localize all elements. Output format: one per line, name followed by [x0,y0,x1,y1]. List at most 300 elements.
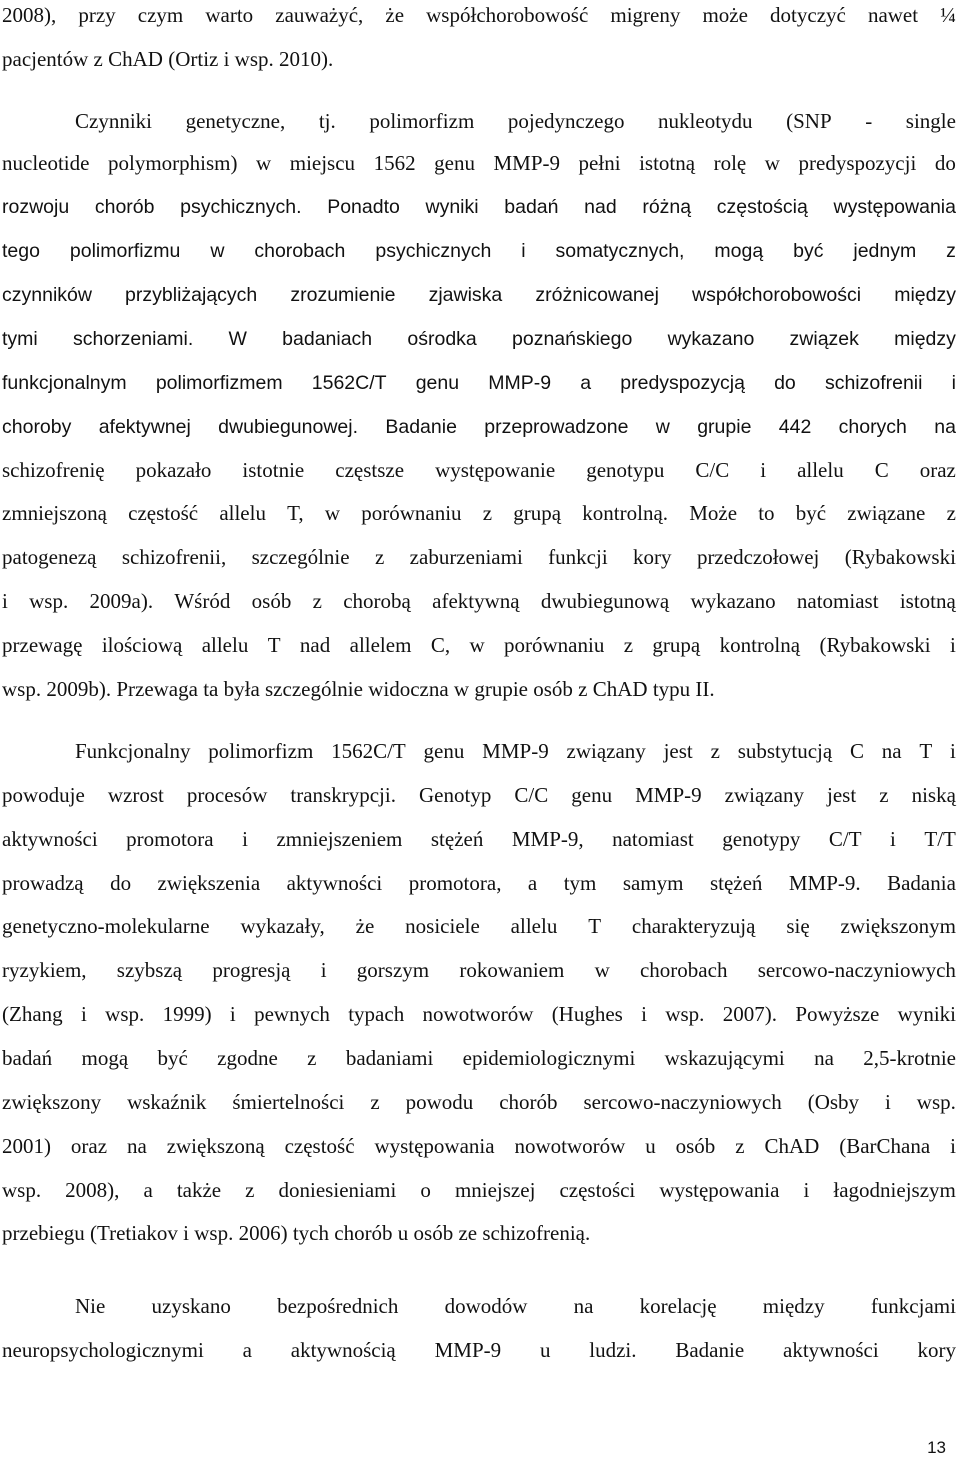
text-segment: z [245,1178,255,1202]
text-segment: kory [917,1338,956,1362]
text-segment: wykazały, [240,914,325,938]
text-segment: przedczołowej [696,545,820,569]
text-segment: wykazano [690,589,776,613]
text-segment: przebiegu (Tretiakov i wsp. 2006) tych chorób u osób ze schizofrenią. [2,1221,591,1245]
text-segment: do [774,372,796,394]
text-segment: substytucją [737,739,833,763]
text-segment: i [2,589,8,613]
text-segment: na [573,1294,594,1318]
text-segment: przy [78,3,116,27]
text-segment: wyniki [425,196,479,218]
text-segment: jednym [853,240,917,262]
text-segment: samym [622,871,684,895]
text-segment: ilościową [101,633,183,657]
text-segment: MMP-9, [511,827,584,851]
text-segment: w [469,633,485,657]
text-segment: występowanie [435,458,556,482]
text-segment: W [228,328,247,350]
text-segment: związany [566,739,646,763]
text-segment: i [80,1002,87,1026]
text-segment: mniejszej [454,1178,536,1202]
text-segment: a [527,871,538,895]
text-line [2,148,956,178]
text-line [2,911,956,941]
text-segment: z [312,589,322,613]
text-segment: osób [675,1134,716,1158]
text-segment: chorobach [639,958,728,982]
text-segment: że [355,914,375,938]
text-segment: to [758,501,775,525]
text-segment: zwiększoną [166,1134,265,1158]
text-segment: schizofrenii [824,372,923,394]
text-segment: w [764,151,780,175]
text-segment: aktywności [2,827,98,851]
text-segment: T/T [924,827,956,851]
text-segment: z [946,501,956,525]
text-segment: 2,5-krotnie [863,1046,956,1070]
text-segment: między [894,328,956,350]
text-line [2,630,956,660]
text-segment: genotypu [586,458,665,482]
text-segment: T, [287,501,304,525]
text-segment: zmniejszoną [2,501,107,525]
text-segment: 1999) [162,1002,212,1026]
text-line [2,1043,956,1073]
text-segment: wykazano [667,328,755,350]
text-segment: nad [584,196,617,218]
text-segment: czynników [2,284,92,306]
text-segment: chorobach [254,240,346,262]
text-line [2,1218,956,1248]
text-segment: na [814,1046,834,1070]
text-line [2,192,956,222]
text-segment: jest [663,739,693,763]
text-segment: MMP-9 [493,151,561,175]
text-segment: stężeń [430,827,484,851]
text-segment: uzyskano [151,1294,231,1318]
text-segment: zwiększenia [157,871,261,895]
text-segment: zróżnicowanej [535,284,659,306]
text-segment: że [385,3,405,27]
text-segment: natomiast [612,827,694,851]
text-segment: allelu [797,458,844,482]
text-line [2,674,956,704]
text-segment: zmniejszeniem [276,827,403,851]
text-segment: z [370,1090,380,1114]
text-segment: Wśród [174,589,231,613]
text-segment: - [865,109,873,133]
text-segment: badaniami [345,1046,434,1070]
text-segment: być [793,240,824,262]
text-segment: funkcjonalnym [2,372,127,394]
text-segment: i [320,958,327,982]
text-segment: genetyczne, [185,109,286,133]
text-line [2,999,956,1029]
text-segment: z [374,545,385,569]
text-segment: tym [563,871,597,895]
text-segment: wsp. [916,1090,956,1114]
text-segment: i [950,633,956,657]
text-segment: niską [911,783,956,807]
text-segment: natomiast [796,589,879,613]
text-segment: częstością [716,196,808,218]
text-line [75,1291,956,1321]
text-segment: i [803,1178,810,1202]
text-segment: (Osby [807,1090,860,1114]
text-segment: T [267,633,281,657]
text-line [2,586,956,616]
text-segment: z [710,739,720,763]
text-segment: i [950,1134,956,1158]
text-segment: tj. [318,109,336,133]
text-line [2,368,956,398]
text-line [75,736,956,766]
text-segment: genotypy [722,827,801,851]
text-segment: zaburzeniami [409,545,523,569]
text-segment: C [874,458,889,482]
text-segment: pełni [578,151,621,175]
text-segment: C/C [695,458,730,482]
text-segment: ChAD [764,1134,820,1158]
text-segment: różną [642,196,692,218]
text-segment: allelu [219,501,266,525]
text-segment: Ponadto [327,196,400,218]
text-segment: C/T [828,827,862,851]
text-segment: i [641,1002,648,1026]
text-segment: i [760,458,767,482]
text-segment: genu [434,151,475,175]
text-segment: MMP-9 [488,372,552,394]
text-segment: a [580,372,592,394]
text-segment: rokowaniem [459,958,565,982]
text-segment: genu [571,783,613,807]
text-segment: schorzeniami. [72,328,194,350]
text-segment: neuropsychologicznymi [2,1338,204,1362]
text-segment: śmiertelności [232,1090,345,1114]
text-segment: allelu [510,914,558,938]
text-segment: u [539,1338,551,1362]
text-segment: i [242,827,248,851]
text-segment: promotora [126,827,214,851]
text-segment: osób [251,589,292,613]
text-line [2,780,956,810]
text-segment: (Rybakowski [844,545,956,569]
text-segment: afektywną [432,589,520,613]
text-segment: dwubiegunowej. [218,416,359,438]
text-line [2,44,956,74]
text-segment: czym [137,3,184,27]
text-segment: allelu [201,633,249,657]
text-segment: T [588,914,602,938]
text-segment: porównaniu [504,633,605,657]
text-line [2,824,956,854]
text-segment: choroby [2,416,72,438]
text-segment: nosiciele [405,914,480,938]
text-segment: afektywnej [98,416,191,438]
text-segment: badaniach [282,328,373,350]
text-segment: przewagę [2,633,83,657]
text-line [2,1087,956,1117]
text-segment: nowotworów [422,1002,534,1026]
text-segment: być [157,1046,188,1070]
text-segment: korelację [639,1294,717,1318]
text-segment: może [702,3,748,27]
text-segment: (SNP [786,109,832,133]
text-segment: aktywności [286,871,383,895]
text-segment: (Zhang [2,1002,63,1026]
text-segment: powodu [405,1090,474,1114]
text-line [2,955,956,985]
text-segment: Może [689,501,738,525]
text-segment: ludzi. [589,1338,637,1362]
text-segment: w [655,416,670,438]
text-line [2,412,956,442]
text-segment: stężeń [709,871,763,895]
text-segment: zjawiska [428,284,503,306]
text-segment: prowadzą [2,871,84,895]
text-segment: dotyczyć [770,3,846,27]
text-segment: Czynniki [75,109,152,133]
text-segment: pewnych [254,1002,330,1026]
text-segment: bezpośrednich [277,1294,399,1318]
text-segment: 2007). [722,1002,778,1026]
text-segment: między [762,1294,825,1318]
text-segment: chorób [94,196,155,218]
text-segment: w [594,958,610,982]
text-segment: charakteryzują [631,914,756,938]
text-segment: polimorfizmu [69,240,181,262]
text-segment: wzrost [107,783,164,807]
text-segment: Badanie [675,1338,745,1362]
text-segment: rozwoju [2,196,70,218]
text-line [2,868,956,898]
text-segment: psychicznych. [180,196,302,218]
text-segment: wsp. [2,1178,42,1202]
text-segment: występowania [659,1178,780,1202]
text-segment: porównaniu [361,501,462,525]
text-segment: wsp. [665,1002,705,1026]
text-segment: nawet [867,3,919,27]
text-segment: 1562C/T [331,739,406,763]
text-segment: 2008), [2,3,57,27]
text-segment: dowodów [444,1294,528,1318]
text-segment: badań [504,196,559,218]
text-segment: związane [847,501,926,525]
text-segment: aktywności [783,1338,879,1362]
text-segment: MMP-9 [635,783,702,807]
text-segment: związek [789,328,859,350]
text-segment: pacjentów z ChAD (Ortiz i wsp. 2010). [2,47,334,71]
text-segment: typach [348,1002,405,1026]
text-segment: funkcji [548,545,608,569]
text-segment: Funkcjonalny [75,739,191,763]
text-segment: 2008), [65,1178,120,1202]
text-line [2,1131,956,1161]
text-segment: kontrolną [719,633,801,657]
text-segment: przeprowadzone [484,416,629,438]
text-segment: i [521,240,526,262]
text-segment: i [229,1002,236,1026]
text-segment: 1562C/T [311,372,387,394]
text-segment: aktywnością [290,1338,396,1362]
text-segment: tymi [2,328,38,350]
text-line [2,542,956,572]
text-segment: oraz [919,458,956,482]
text-segment: genetyczno-molekularne [2,914,210,938]
text-segment: mogą [81,1046,129,1070]
text-line [2,1175,956,1205]
text-segment: patogenezą [2,545,97,569]
text-segment: zwiększony [2,1090,102,1114]
text-segment: współchorobowości [692,284,862,306]
text-segment: a [242,1338,252,1362]
text-segment: chorobą [343,589,411,613]
text-line [2,324,956,354]
text-segment: genu [415,372,460,394]
text-segment: promotora, [408,871,502,895]
page-number: 13 [927,1438,946,1457]
text-segment: i [890,827,896,851]
text-segment: 2009a). [89,589,154,613]
text-segment: polimorfizmem [155,372,283,394]
text-segment: o [420,1178,431,1202]
text-line [2,0,956,30]
text-segment: z [482,501,493,525]
text-segment: częstości [559,1178,636,1202]
text-segment: wsp. [29,589,69,613]
text-segment: szybszą [116,958,183,982]
text-segment: na [934,416,956,438]
text-segment: wsp. [105,1002,145,1026]
text-segment: zgodne [217,1046,278,1070]
text-segment: C, [430,633,451,657]
text-segment: miejscu [289,151,356,175]
text-segment: zwiększonym [840,914,956,938]
text-segment: single [905,109,956,133]
text-segment: ryzykiem, [2,958,87,982]
text-segment: się [786,914,810,938]
text-segment: tego [2,240,40,262]
text-segment: somatycznych, [555,240,685,262]
text-segment: grupą [652,633,701,657]
text-segment: nucleotide [2,151,90,175]
text-segment: pojedynczego [507,109,625,133]
text-segment: u [645,1134,656,1158]
text-segment: istotną [899,589,956,613]
text-segment: 442 [778,416,812,438]
text-segment: wsp. 2009b). Przewaga ta była szczególnie widoczna w grupie osób z ChAD typu II. [2,677,715,701]
text-segment: predyspozycją [620,372,745,394]
text-segment: Powyższe [795,1002,880,1026]
text-segment: chorych [838,416,907,438]
text-segment: częstość [128,501,199,525]
text-segment: schizofrenię [2,458,105,482]
text-segment: z [623,633,634,657]
text-segment: do [934,151,956,175]
text-segment: (Rybakowski [819,633,931,657]
text-segment: występowania [833,196,956,218]
text-segment: w [324,501,341,525]
text-segment: Genotyp [419,783,492,807]
text-segment: na [881,739,902,763]
text-segment: z [307,1046,317,1070]
text-segment: grupą [513,501,562,525]
text-segment: progresją [212,958,291,982]
text-segment: grupie [697,416,752,438]
text-line [75,106,956,136]
text-segment: procesów [186,783,268,807]
text-segment: istotnie [242,458,305,482]
text-segment: gorszym [356,958,430,982]
text-segment: szczególnie [251,545,350,569]
text-segment: na [126,1134,147,1158]
text-segment: częstość [284,1134,355,1158]
text-segment: wskaźnik [127,1090,207,1114]
text-segment: z [879,783,889,807]
text-segment: mogą [714,240,764,262]
text-line [2,236,956,266]
text-segment: nad [299,633,331,657]
text-segment: a [143,1178,153,1202]
text-segment: poznańskiego [512,328,633,350]
text-segment: i [885,1090,891,1114]
text-segment: schizofrenii, [121,545,227,569]
text-segment: allelem [349,633,412,657]
text-segment: przybliżających [125,284,258,306]
text-segment: w [210,240,225,262]
text-segment: ¼ [940,3,956,27]
text-segment: MMP-9 [482,739,549,763]
text-segment: (BarChana [839,1134,931,1158]
text-segment: migreny [610,3,681,27]
text-segment: zauważyć, [275,3,364,27]
text-segment: predyspozycji [798,151,917,175]
text-segment: polimorfizm [369,109,475,133]
text-segment: Badanie [385,416,457,438]
text-segment: być [795,501,827,525]
text-line [2,498,956,528]
text-segment: nowotworów [514,1134,626,1158]
text-segment: 1562 [373,151,416,175]
text-segment: dwubiegunową [540,589,670,613]
text-segment: między [894,284,956,306]
text-segment: doniesieniami [278,1178,397,1202]
text-segment: występowania [374,1134,495,1158]
text-segment: i [951,372,956,394]
text-segment: MMP-9. [788,871,861,895]
text-segment: sercowo-naczyniowych [757,958,956,982]
text-segment: także [176,1178,222,1202]
text-segment: łagodniejszym [833,1178,956,1202]
text-segment: istotną [639,151,696,175]
text-line [2,455,956,485]
text-segment: i [950,739,956,763]
text-segment: kontrolną. [582,501,669,525]
text-segment: C/C [514,783,549,807]
text-line [2,1335,956,1365]
text-segment: kory [633,545,672,569]
text-segment: genu [423,739,465,763]
text-segment: Nie [75,1294,106,1318]
text-segment: jest [827,783,857,807]
text-segment: T [919,739,933,763]
text-segment: warto [205,3,254,27]
text-segment: ośrodka [407,328,477,350]
text-segment: MMP-9 [434,1338,502,1362]
text-segment: psychicznych [375,240,492,262]
text-segment: w [256,151,272,175]
text-segment: oraz [70,1134,108,1158]
